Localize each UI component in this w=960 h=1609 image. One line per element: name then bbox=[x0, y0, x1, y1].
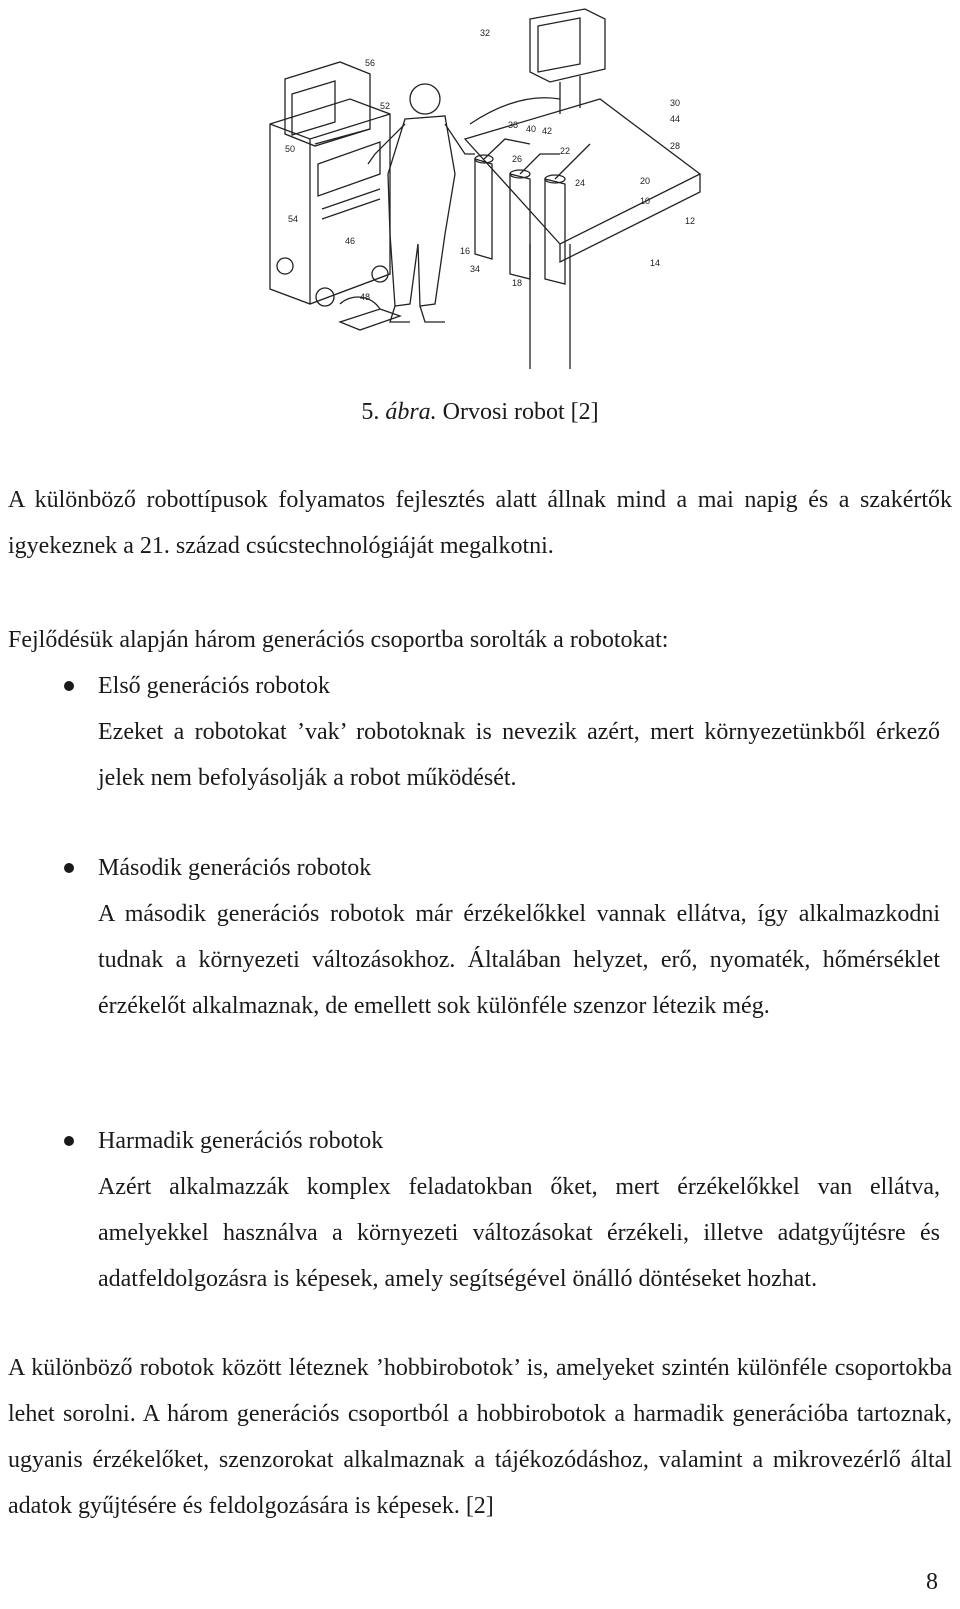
figure-label: 52 bbox=[380, 101, 391, 111]
list-item-body: Ezeket a robotokat ’vak’ robotoknak is nevezik azért, mert környezetünkből érkező jelek nem befolyásolják a robot működését. bbox=[98, 719, 940, 791]
bullet-icon bbox=[64, 863, 74, 873]
figure-label: 46 bbox=[345, 236, 356, 246]
figure-label: 32 bbox=[480, 28, 491, 38]
caption-text: Orvosi robot [2] bbox=[442, 399, 599, 425]
figure-label: 18 bbox=[512, 278, 523, 288]
figure-label: 28 bbox=[670, 141, 681, 151]
figure-label: 48 bbox=[360, 292, 371, 302]
caption-label: ábra. bbox=[385, 399, 437, 425]
list-item-title: Első generációs robotok bbox=[98, 673, 330, 699]
paragraph-intro: A különböző robottípusok folyamatos fejlesztés alatt állnak mind a mai napig és a szakértők igyekeznek a 21. század csúcstechnológiáját megalkotni. bbox=[8, 487, 952, 559]
figure-label: 56 bbox=[365, 58, 376, 68]
figure-label: 20 bbox=[640, 176, 651, 186]
bullet-icon bbox=[64, 1136, 74, 1146]
figure-label: 12 bbox=[685, 216, 696, 226]
figure-label: 54 bbox=[288, 214, 299, 224]
figure-label: 22 bbox=[560, 146, 571, 156]
bullet-icon bbox=[64, 681, 74, 691]
list-item-title: Második generációs robotok bbox=[98, 855, 372, 881]
figure-caption bbox=[0, 397, 960, 427]
list-item-title: Harmadik generációs robotok bbox=[98, 1128, 384, 1154]
figure-label: 24 bbox=[575, 178, 586, 188]
list-item-third-generation bbox=[98, 1118, 940, 1302]
paragraph-hobby-robots: A különböző robotok között léteznek ’hobbirobotok’ is, amelyeket szintén különféle csoportokba lehet sorolni. A három generációs csoportból a hobbirobotok a harmadik generációba tartoznak, ugyanis érzékelőket, szenzorokat alkalmaznak a tájékozódáshoz, valamint a mikrovezérlő által adatok gyűjtésére és feldolgozására is képesek. [2] bbox=[8, 1355, 952, 1519]
figure-label: 38 bbox=[508, 120, 519, 130]
figure-label: 34 bbox=[470, 264, 481, 274]
paragraph-generations: Fejlődésük alapján három generációs csoportba sorolták a robotokat: bbox=[8, 627, 669, 653]
figure-label: 30 bbox=[670, 98, 681, 108]
figure-label: 50 bbox=[285, 144, 296, 154]
figure-label: 42 bbox=[542, 126, 553, 136]
figure-label: 44 bbox=[670, 114, 681, 124]
list-item-body: Azért alkalmazzák komplex feladatokban őket, mert érzékelőkkel van ellátva, amelyekkel használva a környezeti változásokat érzékeli, illetve adatgyűjtésre és adatfeldolgozásra is képesek, amely segítségével önálló döntéseket hozhat. bbox=[98, 1174, 940, 1292]
list-item-first-generation bbox=[98, 663, 940, 801]
medical-robot-line-drawing bbox=[230, 4, 730, 374]
list-item-body: A második generációs robotok már érzékelőkkel vannak ellátva, így alkalmazkodni tudnak a környezeti változásokhoz. Általában helyzet, erő, nyomaték, hőmérséklet érzékelőt alkalmaznak, de emellett sok különféle szenzor létezik még. bbox=[98, 901, 940, 1019]
figure-label: 10 bbox=[640, 196, 651, 206]
medical-robot-figure bbox=[230, 4, 730, 374]
caption-number: 5. bbox=[361, 399, 380, 425]
page-number: 8 bbox=[926, 1569, 938, 1595]
figure-label: 26 bbox=[512, 154, 523, 164]
figure-label: 16 bbox=[460, 246, 471, 256]
list-item-second-generation bbox=[98, 845, 940, 1029]
figure-label: 14 bbox=[650, 258, 661, 268]
figure-label: 40 bbox=[526, 124, 537, 134]
